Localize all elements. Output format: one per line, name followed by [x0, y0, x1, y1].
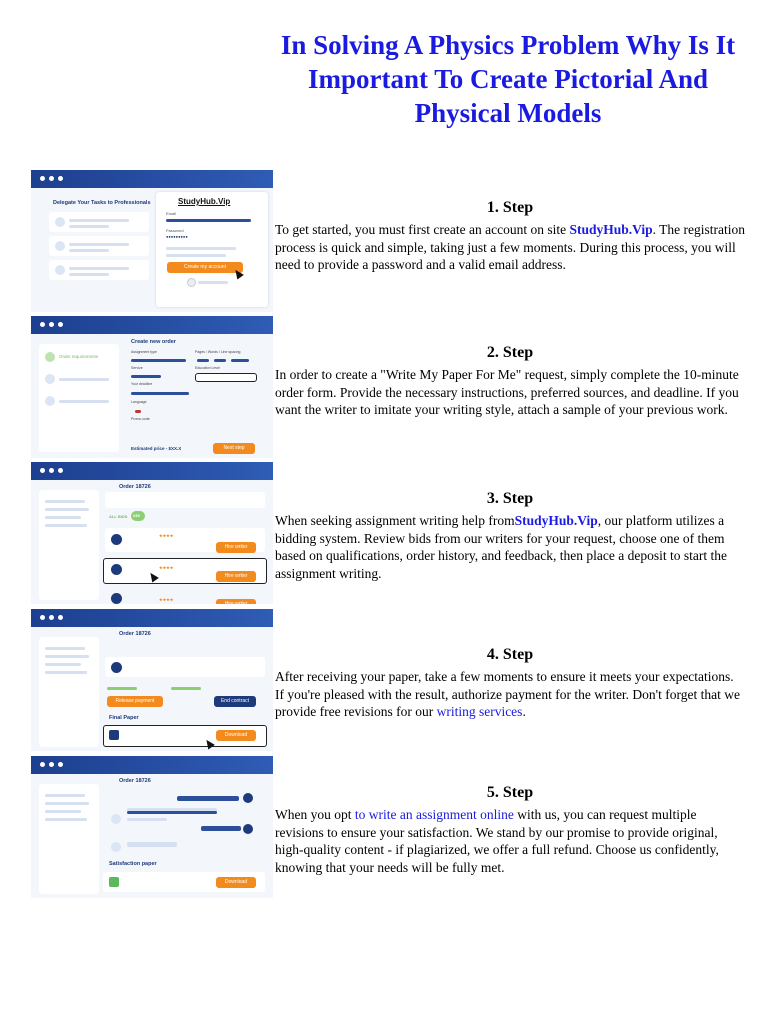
step-text: When seeking assignment writing help fromStudyHub.Vip, our platform utilizes a bidding system. Review bids from our writers for your request, choose one of them based on qualifications, order history, and feedback, then place a deposit to start the assignment writing.	[275, 513, 727, 581]
password-field[interactable]: ●●●●●●●●●	[166, 234, 188, 239]
window-titlebar	[31, 756, 273, 774]
order-number: Order 18726	[119, 484, 151, 490]
step-5	[275, 784, 745, 876]
next-step-button[interactable]: Next step	[213, 443, 255, 454]
release-payment-button[interactable]: Release payment	[107, 696, 163, 707]
writer-avatar	[111, 593, 122, 604]
writer-avatar	[111, 564, 122, 575]
step-1	[275, 199, 745, 274]
writing-services-link[interactable]: writing services	[436, 704, 523, 719]
step-heading: 4. Step	[486, 646, 534, 663]
order-number: Order 18726	[119, 778, 151, 784]
download-button[interactable]: Download	[216, 877, 256, 888]
satisfaction-paper-label: Satisfaction paper	[109, 861, 157, 867]
screenshot-revisions	[31, 756, 273, 898]
document-icon	[109, 877, 119, 887]
window-titlebar	[31, 316, 273, 334]
step-4	[275, 646, 745, 721]
step-text: To get started, you must first create an account on site StudyHub.Vip. The registration process is quick and simple, taking just a few moments. During this process, you will need to provide a password and a valid email address.	[275, 222, 745, 272]
final-paper-label: Final Paper	[109, 715, 139, 721]
studyhub-link[interactable]: StudyHub.Vip	[569, 222, 653, 237]
brand-logo: StudyHub.Vip	[178, 197, 231, 206]
step-heading: 2. Step	[486, 344, 534, 361]
hire-writer-button[interactable]: Hire writer	[216, 542, 256, 553]
google-icon	[187, 278, 196, 287]
step-text: In order to create a "Write My Paper For Me" request, simply complete the 10-minute order form. Provide the necessary instructions, preferred sources, and deadline. If you want the writer to imitate your writing style, attach a sample of your previous work.	[275, 367, 739, 417]
studyhub-link[interactable]: StudyHub.Vip	[514, 513, 598, 528]
write-assignment-link[interactable]: to write an assignment online	[354, 807, 514, 822]
education-level-select[interactable]	[195, 373, 257, 382]
step-2	[275, 344, 745, 419]
step-text: After receiving your paper, take a few moments to ensure it meets your expectations. If you're pleased with the result, authorize payment for the writer. Don't forget that we provide free revisions for our writing services.	[275, 669, 740, 719]
step-heading: 5. Step	[486, 784, 534, 801]
step-heading: 3. Step	[486, 490, 534, 507]
window-titlebar	[31, 609, 273, 627]
hire-writer-button[interactable]: Hire writer	[216, 599, 256, 604]
form-heading: Create new order	[131, 339, 176, 345]
estimated-price: Estimated price - $XX.X	[131, 446, 182, 451]
hire-writer-button[interactable]: Hire writer	[216, 571, 256, 582]
document-icon	[109, 730, 119, 740]
window-titlebar	[31, 170, 273, 188]
create-account-button[interactable]: Create my account	[167, 262, 243, 273]
step-text: When you opt to write an assignment online with us, you can request multiple revisions to ensure your satisfaction. We stand by our promise to provide original, high-quality content - if plagiarized, we offer a full refund. Choose us confidently, knowing that your needs will be fully met.	[275, 807, 719, 875]
window-titlebar	[31, 462, 273, 480]
flag-icon	[135, 410, 141, 413]
screenshot-release-payment	[31, 609, 273, 751]
step-3	[275, 490, 745, 582]
page-title: In Solving A Physics Problem Why Is It Important To Create Pictorial And Physical Models	[280, 30, 736, 128]
order-number: Order 18726	[119, 631, 151, 637]
step-heading: 1. Step	[486, 199, 534, 216]
screenshot-registration: Delegate Your Tasks to Professionals StudyHub.Vip Email Password ●●●●●●●●● Create my account	[31, 170, 273, 312]
screenshot-order-form: Order requirements Create new order Assignment type Pages / Words / Line spacing Service Education Level Your deadline Language Promo code Estimated price - $XX.X Next step	[31, 316, 273, 458]
screenshot-heading: Delegate Your Tasks to Professionals	[53, 200, 151, 206]
writer-avatar	[111, 662, 122, 673]
screenshot-bidding: Order 18726 ALL BIDS 235 ★★★★ Hire writer ★★★★ Hire writer ★★★★ Hire writer	[31, 462, 273, 604]
download-button[interactable]: Download	[216, 730, 256, 741]
writer-avatar	[111, 534, 122, 545]
end-contract-button[interactable]: End contract	[214, 696, 256, 707]
